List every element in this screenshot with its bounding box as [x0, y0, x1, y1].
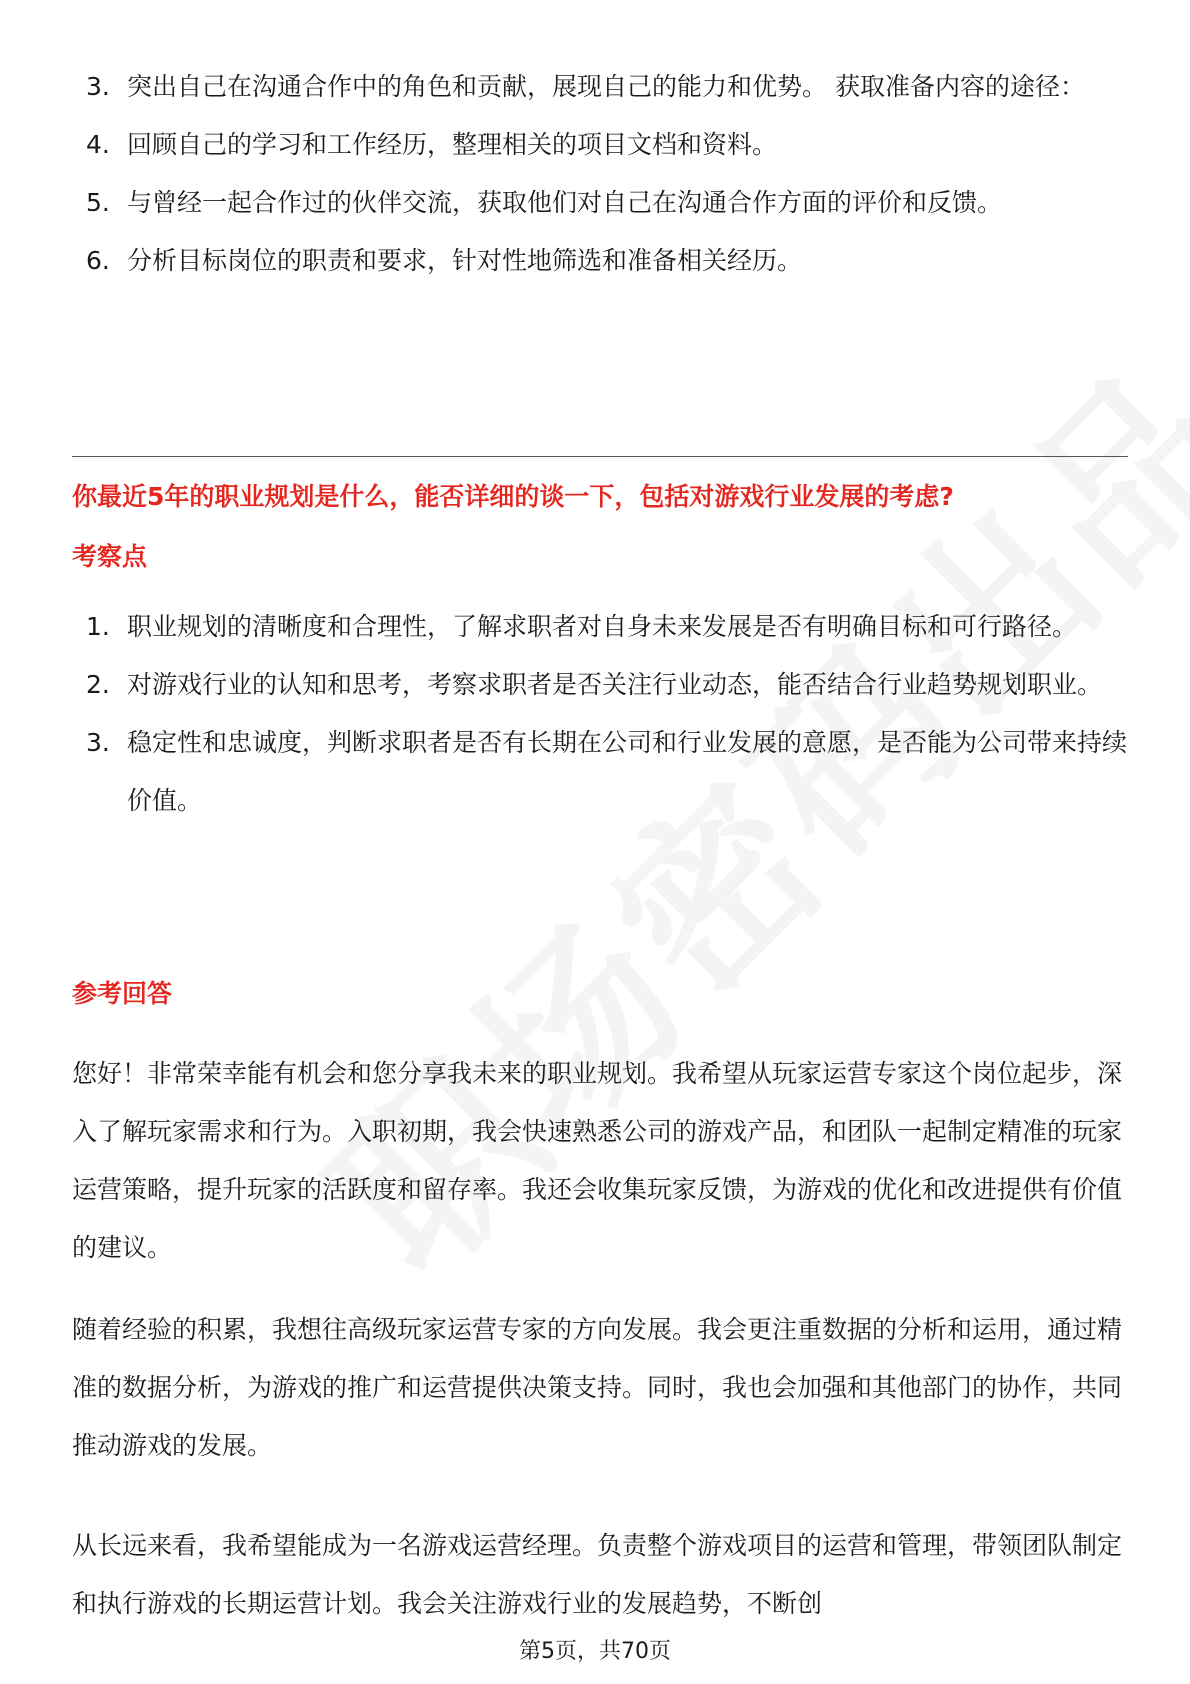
- list-item: [72, 174, 1128, 232]
- kaochadian-list: [72, 598, 1128, 830]
- question-title: 你最近5年的职业规划是什么，能否详细的谈一下，包括对游戏行业发展的考虑?: [72, 482, 954, 511]
- list-item-number: 4.: [86, 130, 110, 159]
- list-item: [72, 598, 1128, 656]
- answer-paragraph: 您好！非常荣幸能有机会和您分享我未来的职业规划。我希望从玩家运营专家这个岗位起步，深入了解玩家需求和行为。入职初期，我会快速熟悉公司的游戏产品，和团队一起制定精准的玩家运营策略，提升玩家的活跃度和留存率。我还会收集玩家反馈，为游戏的优化和改进提供有价值的建议。: [72, 1059, 1123, 1262]
- list-item: [72, 714, 1128, 830]
- list-item: [72, 656, 1128, 714]
- list-item-text: 对游戏行业的认知和思考，考察求职者是否关注行业动态，能否结合行业趋势规划职业。: [127, 670, 1103, 699]
- answer-paragraph: 随着经验的积累，我想往高级玩家运营专家的方向发展。我会更注重数据的分析和运用，通过精准的数据分析，为游戏的推广和运营提供决策支持。同时，我也会加强和其他部门的协作，共同推动游戏的发展。: [72, 1315, 1123, 1460]
- list-item-text: 回顾自己的学习和工作经历，整理相关的项目文档和资料。: [127, 130, 778, 159]
- list-item-number: 2.: [86, 670, 110, 699]
- list-item-number: 3.: [86, 728, 110, 757]
- answer-paragraph: 从长远来看，我希望能成为一名游戏运营经理。负责整个游戏项目的运营和管理，带领团队制定和执行游戏的长期运营计划。我会关注游戏行业的发展趋势，不断创: [72, 1531, 1123, 1618]
- list-item-number: 1.: [86, 612, 110, 641]
- list-item-number: 5.: [86, 188, 110, 217]
- list-item-number: 3.: [86, 72, 110, 101]
- list-item-text: 突出自己在沟通合作中的角色和贡献，展现自己的能力和优势。 获取准备内容的途径：: [127, 72, 1085, 101]
- list-item-text: 职业规划的清晰度和合理性，了解求职者对自身未来发展是否有明确目标和可行路径。: [127, 612, 1078, 641]
- section-divider: [72, 456, 1128, 457]
- page-number: 第5页，共70页: [519, 1639, 671, 1664]
- list-item-text: 稳定性和忠诚度，判断求职者是否有长期在公司和行业发展的意愿，是否能为公司带来持续价值。: [127, 728, 1128, 815]
- list-item-text: 分析目标岗位的职责和要求，针对性地筛选和准备相关经历。: [127, 246, 803, 275]
- list-item-number: 6.: [86, 246, 110, 275]
- kaochadian-heading: 考察点: [72, 542, 148, 571]
- list-item: [72, 232, 1128, 290]
- list-item-text: 与曾经一起合作过的伙伴交流，获取他们对自己在沟通合作方面的评价和反馈。: [127, 188, 1003, 217]
- list-item: [72, 58, 1128, 116]
- preparation-list: [72, 58, 1128, 290]
- answer-heading: 参考回答: [72, 979, 173, 1008]
- list-item: [72, 116, 1128, 174]
